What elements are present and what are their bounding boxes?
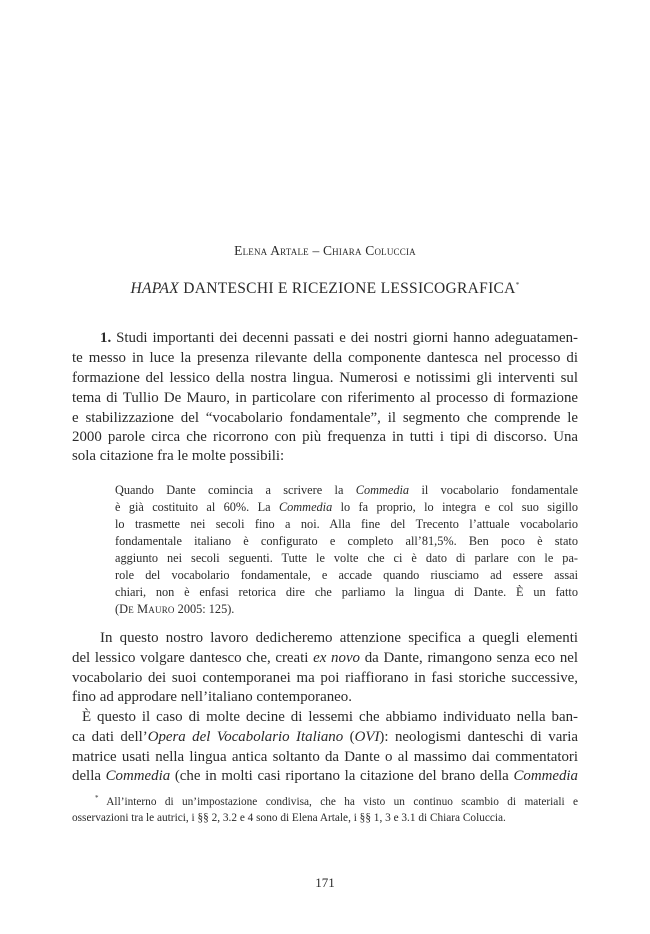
footnote-text: All’interno di un’impostazione condivisa, che ha visto un continuo scambio di materiali e (106, 796, 578, 808)
quote-line-2 (115, 500, 578, 515)
para2-text: da Dante, rimangono senza eco nel (360, 650, 579, 666)
para3-line-1: È questo il caso di molte decine di lessemi che abbiamo individuato nella ban- (82, 709, 578, 725)
quote-line-8 (115, 602, 578, 617)
para3-line-3: matrice usati nella lingua antica soltanto da Dante o al massimo dai commentatori (72, 749, 578, 765)
quote-line-1 (115, 483, 578, 498)
quote-line-7: chiari, non è enfasi retorica dire che parliamo la lingua di Dante. È un fatto (115, 585, 578, 599)
para1-line-5: e stabilizzazione del “vocabolario fondamentale”, il segmento che comprende le (72, 410, 578, 426)
para3-text: della (72, 768, 106, 784)
quote-line-5: aggiunto nei secoli seguenti. Tutte le volte che ci è dato di parlare con le pa- (115, 551, 578, 565)
para2-line-4: fino ad approdare nell’italiano contemporaneo. (72, 689, 352, 705)
para2-line-3: vocabolario dei suoi contemporanei ma poi riaffiorano in fasi storiche successive, (72, 670, 578, 686)
quote-line-6: role del vocabolario fondamentale, e accade quando riusciamo ad essere assai (115, 568, 578, 582)
para3-italic: Opera del Vocabolario Italiano (147, 729, 344, 745)
authors: Elena Artale – Chiara Coluccia (234, 243, 416, 258)
para1-line-6: 2000 parole circa che ricorrono con più frequenza in tutti i tipi di discorso. Una (72, 429, 578, 445)
article-title (0, 280, 650, 298)
para3-italic: Commedia (513, 768, 579, 784)
para3-text: (che in molti casi riportano la citazione del brano della (170, 768, 514, 784)
quote-title: Commedia (355, 483, 410, 497)
para2-italic: ex novo (313, 650, 361, 666)
para3-text: ( (343, 729, 355, 745)
para1-line-7: sola citazione fra le molte possibili: (72, 448, 285, 464)
footnote-line-2: osservazioni tra le autrici, i §§ 2, 3.2 e 4 sono di Elena Artale, i §§ 1, 3 e 3.1 di Chiara Coluccia. (72, 812, 506, 824)
para2-line-2 (72, 650, 578, 667)
para3-line-2 (72, 729, 578, 746)
para1-line-4: tema di Tullio De Mauro, in particolare con riferimento al processo di formazione (72, 390, 578, 406)
para1-line-1 (100, 330, 578, 347)
quote-text: ( (115, 602, 120, 616)
para3-text: ca dati dell’ (72, 729, 148, 745)
quote-line-4: fondamentale italiano è configurato e completo all’81,5%. Ben poco è stato (115, 534, 578, 548)
para3-text: ): neologismi danteschi di varia (379, 729, 579, 745)
quote-text: il vocabolario fondamentale (409, 483, 578, 497)
quote-title: Commedia (278, 500, 333, 514)
para1-line-3: formazione del lessico della nostra lingua. Numerosi e notissimi gli interventi sul (72, 370, 578, 386)
title-rest: DANTESCHI E RICEZIONE LESSICOGRAFICA (183, 280, 516, 297)
quote-text: 2005: 125). (174, 602, 235, 616)
para2-line-1: In questo nostro lavoro dedicheremo attenzione specifica a quegli elementi (100, 630, 578, 646)
para3-line-4 (72, 768, 578, 785)
title-italic: HAPAX (130, 280, 180, 297)
para2-text: del lessico volgare dantesco che, creati (72, 650, 314, 666)
page-number: 171 (315, 875, 335, 890)
section-number: 1. (100, 330, 112, 346)
para1-line-2: te messo in luce la presenza rilevante della componente dantesca nel processo di (72, 350, 578, 366)
footnote-mark: * (95, 794, 99, 803)
quote-text: è già costituito al 60%. La (115, 500, 279, 514)
citation-author: De Mauro (119, 602, 175, 616)
para3-italic: OVI (354, 729, 380, 745)
footnote-line-1 (95, 796, 578, 808)
quote-line-3: lo trasmette nei secoli fino a noi. Alla fine del Trecento l’attuale vocabolario (115, 517, 578, 531)
para1-text: Studi importanti dei decenni passati e dei nostri giorni hanno adeguatamen- (116, 330, 578, 346)
para3-italic: Commedia (105, 768, 171, 784)
title-footnote-mark: * (515, 280, 520, 289)
quote-text: lo fa proprio, lo integra e col suo sigillo (332, 500, 579, 514)
quote-text: Quando Dante comincia a scrivere la (115, 483, 356, 497)
